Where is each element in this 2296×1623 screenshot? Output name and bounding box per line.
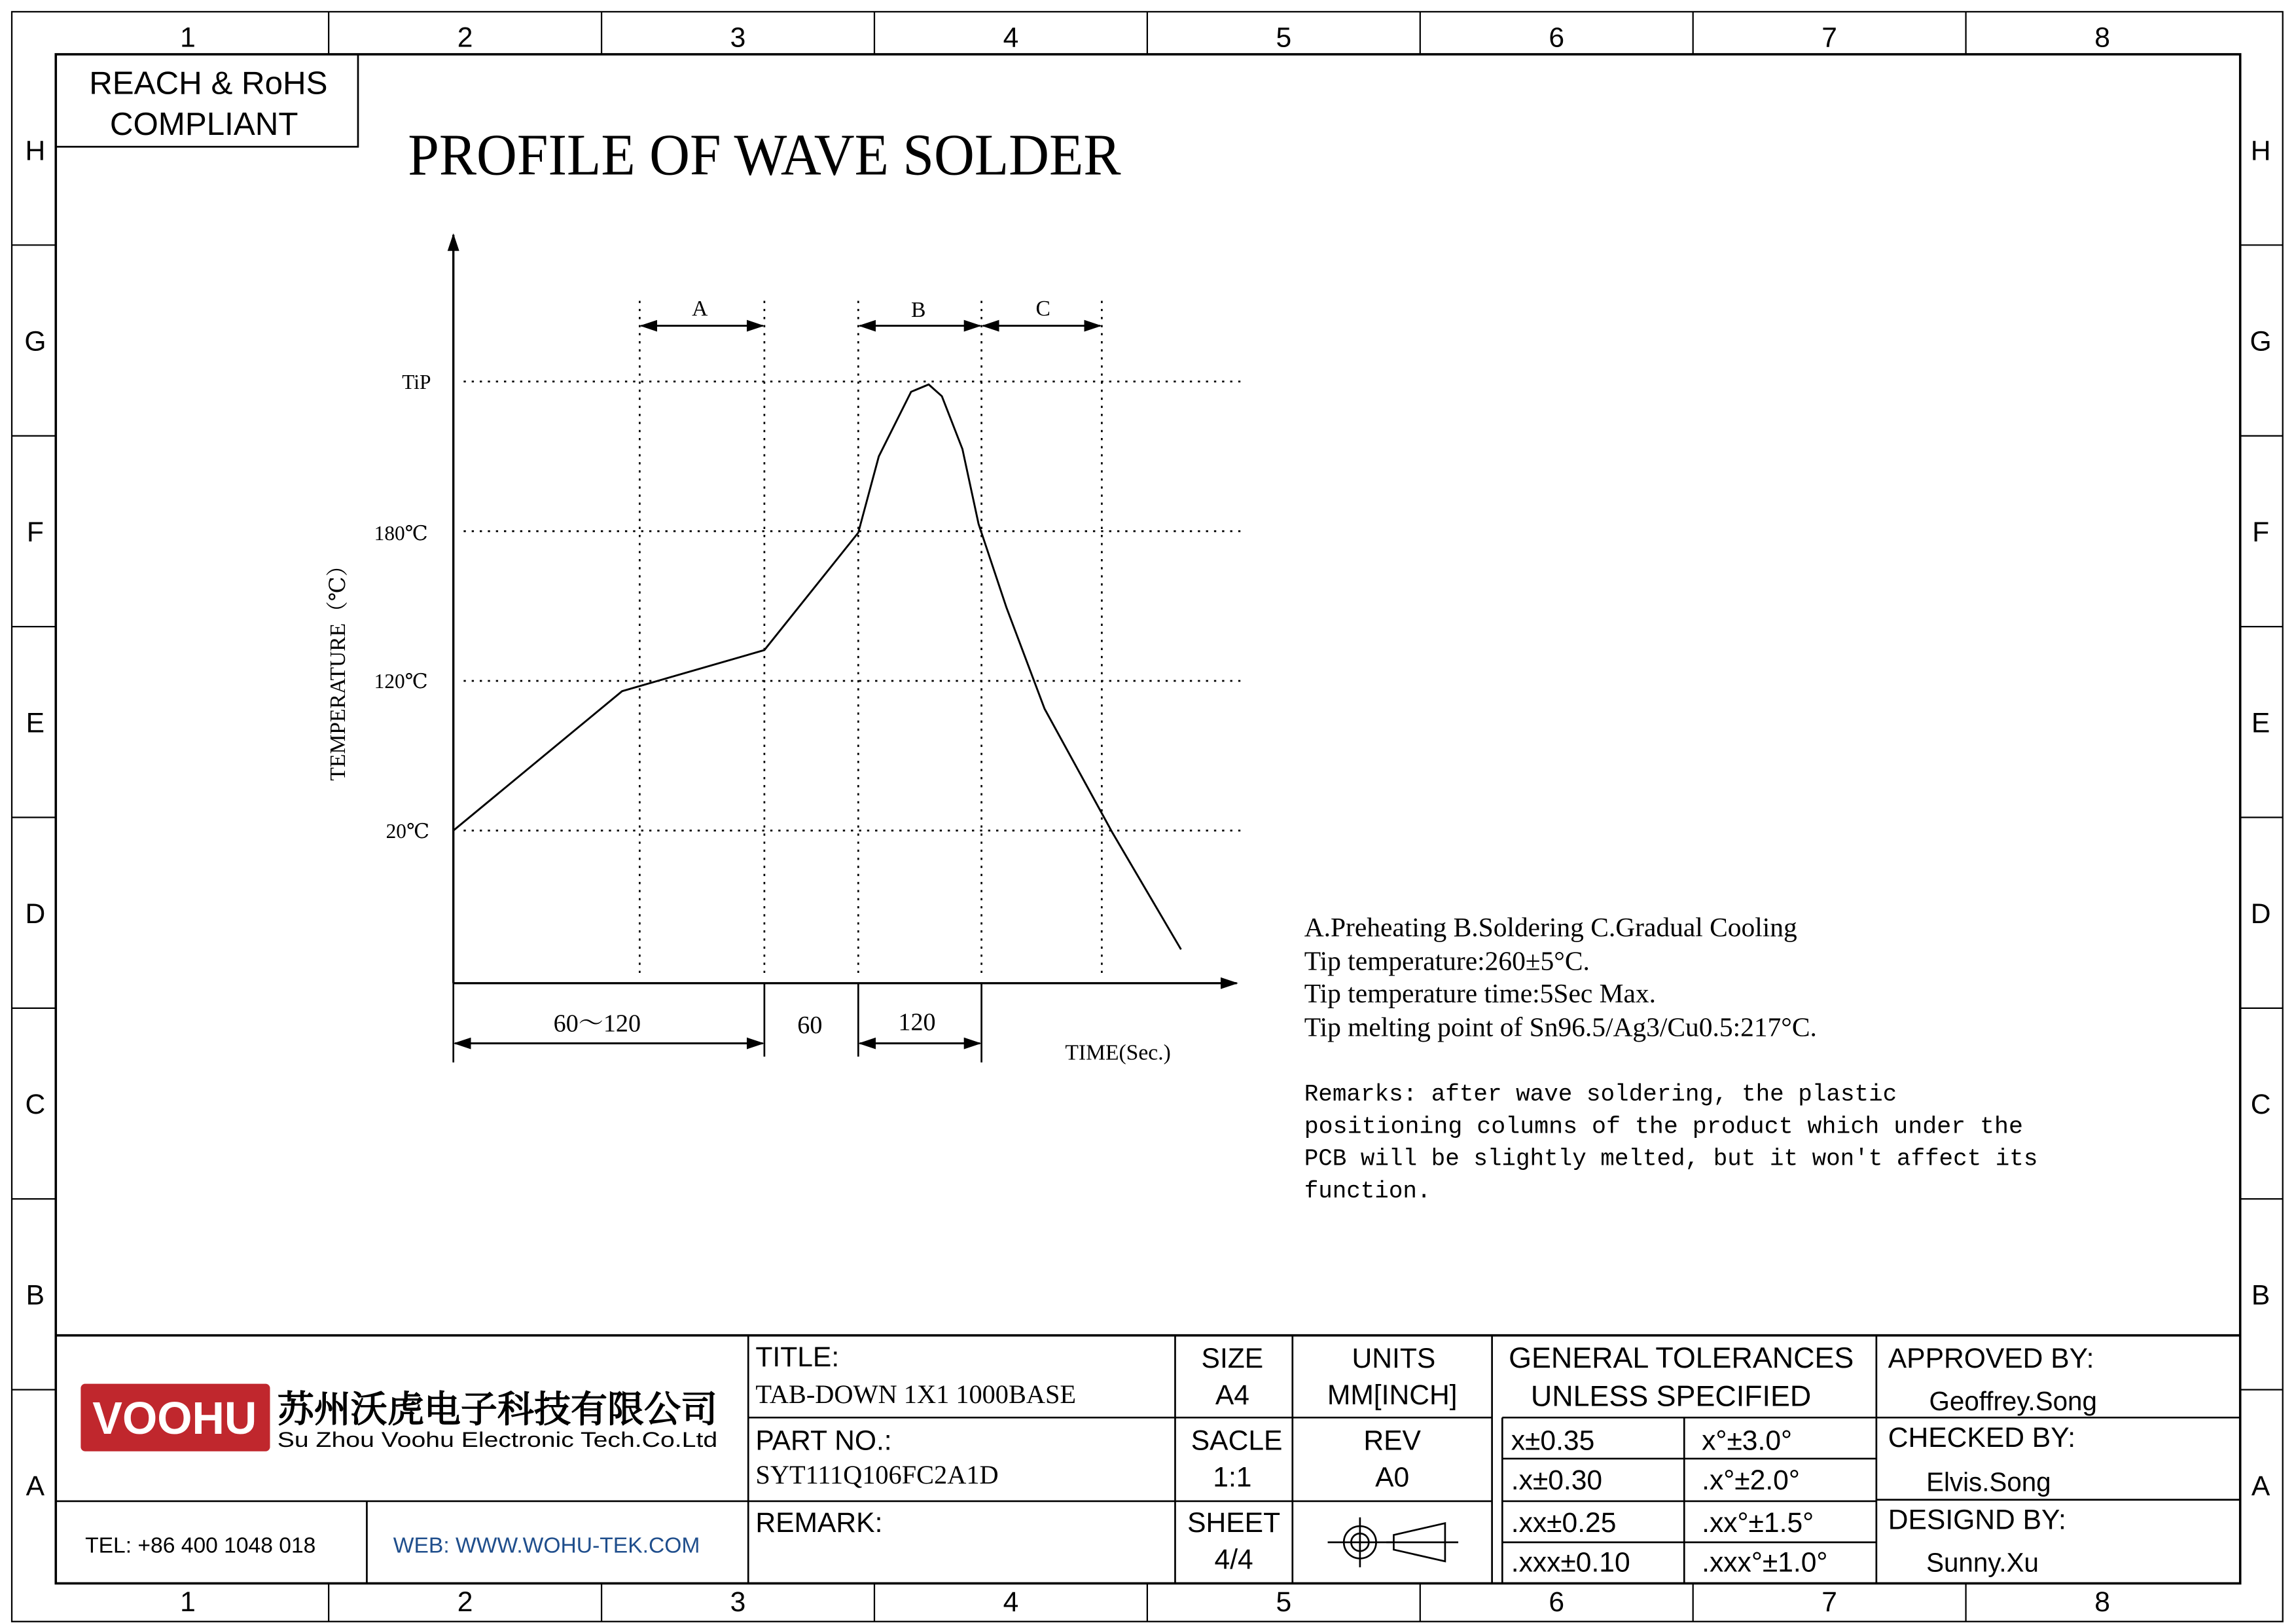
part-no-value: SYT111Q106FC2A1D xyxy=(755,1460,999,1490)
sheet-value: 4/4 xyxy=(1214,1544,1253,1576)
company-name-cn: 苏州沃虎电子科技有限公司 xyxy=(277,1388,718,1430)
col-label-2-bottom: 2 xyxy=(457,1586,473,1618)
col-label-2-top: 2 xyxy=(457,22,473,54)
zone-c-label: C xyxy=(1035,296,1050,321)
profile-curve xyxy=(454,384,1181,949)
tolerance-linear-1: x±0.35 xyxy=(1511,1425,1595,1457)
tolerance-linear-2: .x±0.30 xyxy=(1511,1465,1603,1497)
col-label-5-top: 5 xyxy=(1276,22,1292,54)
remark-line-1: Remarks: after wave soldering, the plastic xyxy=(1304,1081,1897,1108)
col-label-3-bottom: 3 xyxy=(730,1586,746,1618)
row-label-a-left: A xyxy=(26,1470,45,1502)
row-label-h-left: H xyxy=(25,135,46,167)
company-name-en: Su Zhou Voohu Electronic Tech.Co.Ltd xyxy=(277,1428,718,1452)
solder-profile-chart xyxy=(326,235,1242,1065)
col-label-4-bottom: 4 xyxy=(1003,1586,1019,1618)
row-label-g-right: G xyxy=(2250,325,2272,357)
row-label-d-right: D xyxy=(2250,898,2271,930)
scale-value: 1:1 xyxy=(1213,1461,1252,1493)
company-logo: VOOHU xyxy=(92,1392,257,1444)
tolerance-angular-3: .xx°±1.5° xyxy=(1702,1507,1814,1539)
note-line-4: Tip melting point of Sn96.5/Ag3/Cu0.5:217°C. xyxy=(1304,1012,1817,1042)
row-label-b-left: B xyxy=(26,1279,45,1311)
time-span-3-label: 120 xyxy=(898,1008,936,1036)
tolerance-linear-3: .xx±0.25 xyxy=(1511,1507,1617,1539)
projection-symbol-icon xyxy=(1328,1518,1458,1567)
company-tel: TEL: +86 400 1048 018 xyxy=(85,1533,316,1558)
col-label-8-top: 8 xyxy=(2094,22,2110,54)
row-label-e-right: E xyxy=(2251,707,2270,739)
compliance-line1: REACH & RoHS xyxy=(89,65,328,101)
row-label-f-left: F xyxy=(26,517,44,549)
remark-line-2: positioning columns of the product which under the xyxy=(1304,1113,2024,1140)
designed-by-value: Sunny.Xu xyxy=(1926,1547,2039,1578)
note-line-1: A.Preheating B.Soldering C.Gradual Cooling xyxy=(1304,912,1797,943)
zone-dividers xyxy=(12,12,2283,1622)
row-label-b-right: B xyxy=(2251,1279,2270,1311)
rev-label: REV xyxy=(1363,1425,1421,1457)
y-tick-tip: TiP xyxy=(402,370,431,393)
tolerance-angular-2: .x°±2.0° xyxy=(1702,1465,1800,1497)
y-tick-20: 20℃ xyxy=(386,819,430,843)
scale-label: SACLE xyxy=(1191,1425,1283,1457)
tolerance-angular-4: .xxx°±1.0° xyxy=(1702,1546,1828,1578)
col-label-7-top: 7 xyxy=(1821,22,1837,54)
col-label-4-top: 4 xyxy=(1003,22,1019,54)
note-line-2: Tip temperature:260±5°C. xyxy=(1304,945,1590,976)
approved-by-value: Geoffrey.Song xyxy=(1929,1385,2097,1416)
y-axis-label: TEMPERATURE（℃） xyxy=(325,554,350,781)
y-tick-180: 180℃ xyxy=(374,521,428,545)
outer-frame xyxy=(12,12,2283,1622)
approved-by-label: APPROVED BY: xyxy=(1888,1342,2094,1374)
title-value: TAB-DOWN 1X1 1000BASE xyxy=(755,1379,1077,1409)
checked-by-value: Elvis.Song xyxy=(1926,1467,2051,1497)
remark-label: REMARK: xyxy=(755,1507,883,1539)
designed-by-label: DESIGND BY: xyxy=(1888,1504,2066,1536)
rev-value: A0 xyxy=(1375,1461,1410,1493)
row-label-c-right: C xyxy=(2250,1089,2271,1121)
zone-b-label: B xyxy=(911,298,926,323)
col-label-6-bottom: 6 xyxy=(1549,1586,1565,1618)
tolerance-angular-1: x°±3.0° xyxy=(1702,1425,1793,1457)
remark-line-4: function. xyxy=(1304,1177,1431,1205)
col-label-7-bottom: 7 xyxy=(1821,1586,1837,1618)
page-title: PROFILE OF WAVE SOLDER xyxy=(408,122,1121,188)
row-label-e-left: E xyxy=(26,707,45,739)
row-label-c-left: C xyxy=(25,1089,46,1121)
row-label-d-left: D xyxy=(25,898,46,930)
row-label-g-left: G xyxy=(24,325,46,357)
x-axis-label: TIME(Sec.) xyxy=(1065,1040,1171,1065)
tolerance-linear-4: .xxx±0.10 xyxy=(1511,1546,1630,1578)
checked-by-label: CHECKED BY: xyxy=(1888,1422,2076,1454)
tolerance-title-1: GENERAL TOLERANCES xyxy=(1509,1341,1854,1374)
title-label: TITLE: xyxy=(755,1341,840,1373)
zone-a-label: A xyxy=(692,296,708,321)
sheet-label: SHEET xyxy=(1187,1507,1281,1539)
chart-grid-horizontal xyxy=(463,382,1241,831)
time-span-2-label: 60 xyxy=(797,1011,823,1039)
col-label-1-bottom: 1 xyxy=(180,1586,196,1618)
col-label-3-top: 3 xyxy=(730,22,746,54)
size-label: SIZE xyxy=(1201,1342,1264,1374)
units-value: MM[INCH] xyxy=(1327,1379,1458,1412)
col-label-6-top: 6 xyxy=(1549,22,1565,54)
compliance-line2: COMPLIANT xyxy=(109,106,298,143)
size-value: A4 xyxy=(1215,1379,1249,1412)
row-label-a-right: A xyxy=(2251,1470,2270,1502)
note-line-3: Tip temperature time:5Sec Max. xyxy=(1304,977,1656,1008)
col-label-1-top: 1 xyxy=(180,22,196,54)
y-tick-120: 120℃ xyxy=(374,670,428,693)
chart-grid-vertical xyxy=(639,301,1102,976)
col-label-8-bottom: 8 xyxy=(2094,1586,2110,1618)
row-label-f-right: F xyxy=(2252,517,2270,549)
row-label-h-right: H xyxy=(2250,135,2271,167)
remark-line-3: PCB will be slightly melted, but it won't affect its xyxy=(1304,1145,2038,1173)
company-web[interactable]: WEB: WWW.WOHU-TEK.COM xyxy=(393,1533,700,1558)
col-label-5-bottom: 5 xyxy=(1276,1586,1292,1618)
part-no-label: PART NO.: xyxy=(755,1425,892,1457)
tolerance-title-2: UNLESS SPECIFIED xyxy=(1530,1379,1812,1413)
units-label: UNITS xyxy=(1352,1342,1436,1374)
time-span-1-label: 60～120 xyxy=(553,1010,641,1038)
